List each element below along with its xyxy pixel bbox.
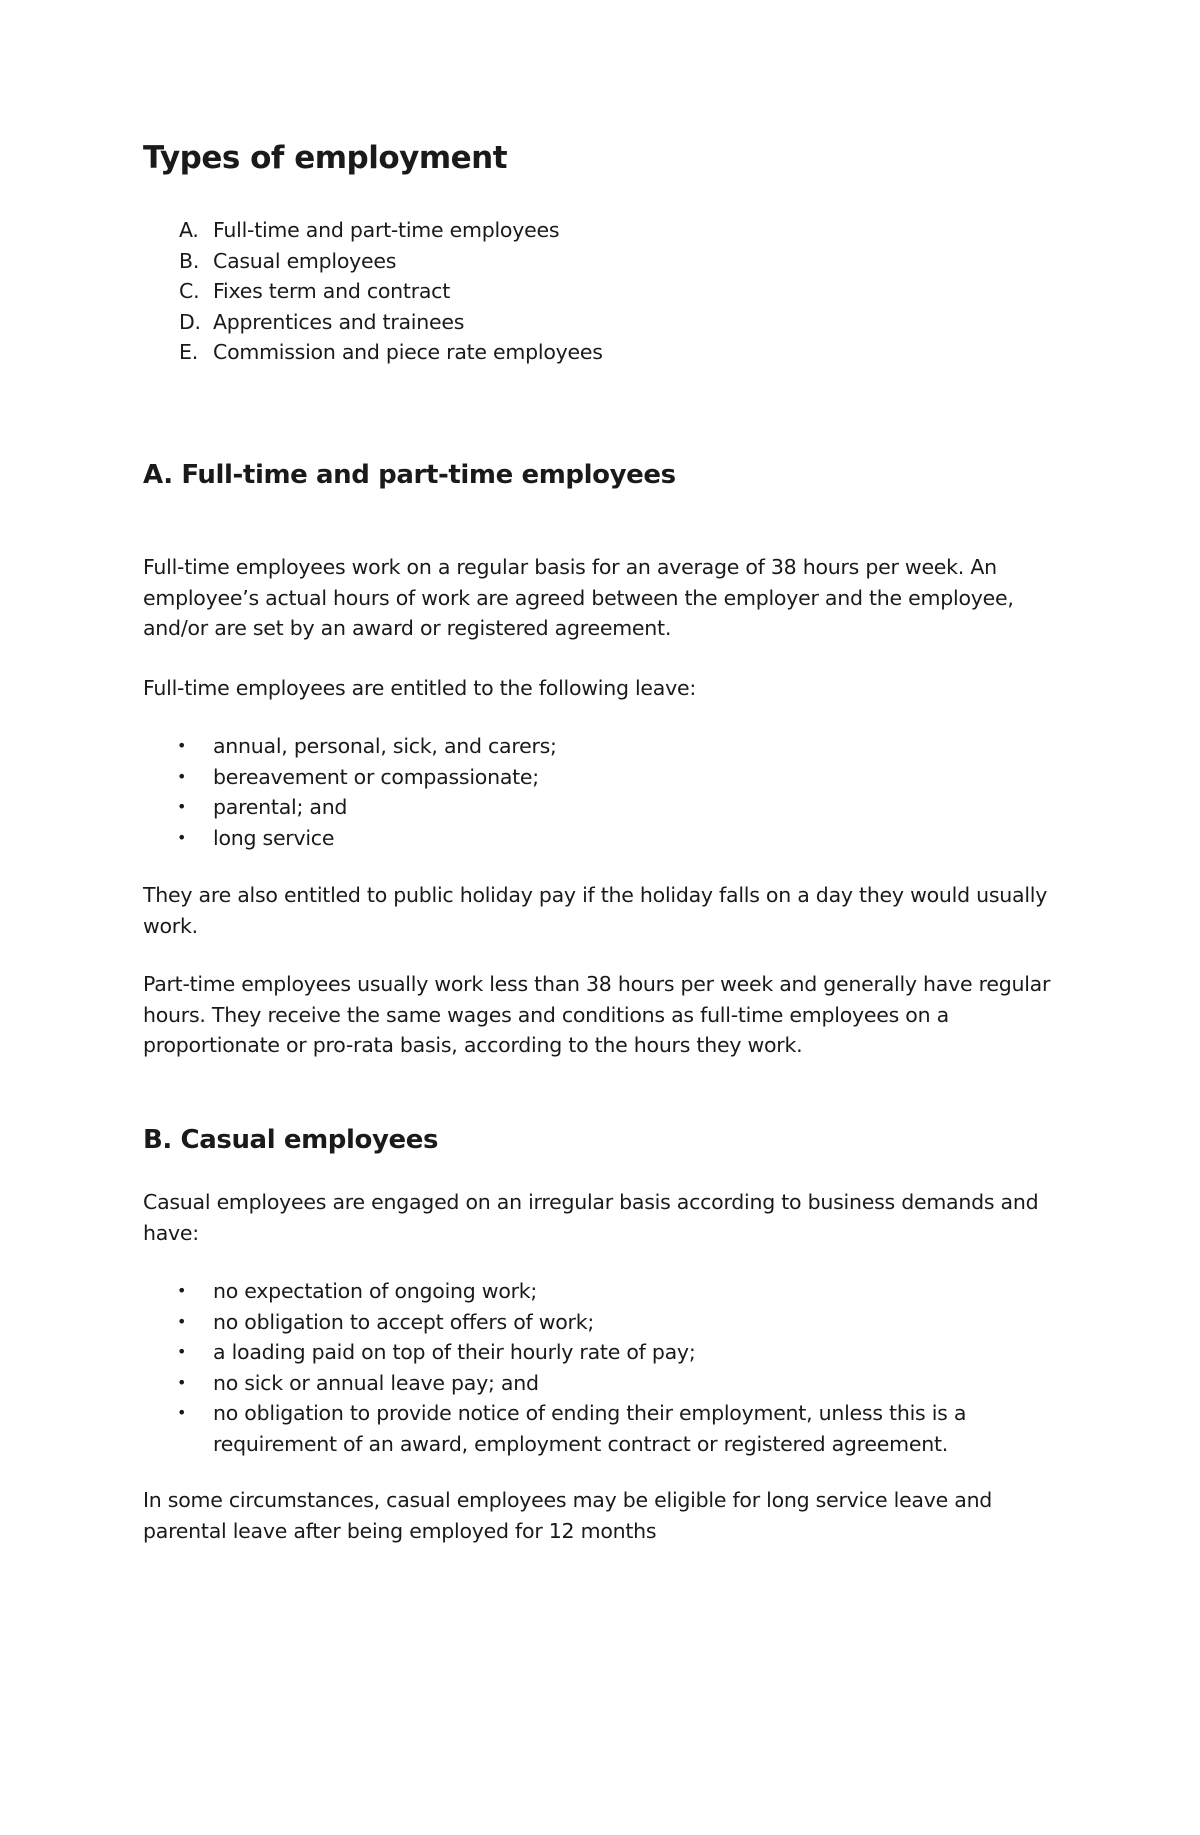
list-item-text: no obligation to accept offers of work; xyxy=(213,1309,594,1334)
section-a-leave-list xyxy=(143,731,1073,853)
toc-label: Fixes term and contract xyxy=(213,279,450,304)
document-title: Types of employment xyxy=(143,140,508,176)
list-item xyxy=(143,1307,1073,1338)
bullet-icon: • xyxy=(177,766,187,786)
bullet-icon: • xyxy=(177,1403,187,1423)
toc-item xyxy=(143,246,1073,277)
toc-label: Commission and piece rate employees xyxy=(213,340,603,365)
list-item-text: no expectation of ongoing work; xyxy=(213,1279,538,1303)
toc-label: Apprentices and trainees xyxy=(213,309,465,334)
toc-item xyxy=(143,276,1073,307)
list-item xyxy=(143,823,1073,854)
bullet-icon: • xyxy=(177,736,187,755)
list-item-text: no obligation to provide notice of ending their employment, unless this is a requirement of an award, employment contract or registered agreement. xyxy=(213,1401,967,1456)
section-a-paragraph-2: Full-time employees are entitled to the following leave: xyxy=(143,676,697,700)
list-item-text: annual, personal, sick, and carers; xyxy=(213,734,557,758)
list-item xyxy=(143,731,1073,762)
section-a-paragraph-1: Full-time employees work on a regular basis for an average of 38 hours per week. An employee’s actual hours of work are agreed between the employer and the employee, and/or are set by an award or registered agreement. xyxy=(143,555,1014,641)
list-item xyxy=(143,1398,1073,1459)
section-a-paragraph-3: They are also entitled to public holiday pay if the holiday falls on a day they would usually work. xyxy=(143,883,1048,938)
section-a-paragraph-4: Part-time employees usually work less than 38 hours per week and generally have regular hours. They receive the same wages and conditions as full-time employees on a proportionate or pro-rata basis, according to the hours they work. xyxy=(143,972,1051,1058)
toc-list xyxy=(143,215,1073,368)
list-item-text: long service xyxy=(213,825,335,850)
bullet-icon: • xyxy=(177,797,187,817)
toc-letter: B. xyxy=(179,248,200,273)
list-item-text: bereavement or compassionate; xyxy=(213,764,539,789)
section-b-casual-list xyxy=(143,1276,1073,1460)
toc-item xyxy=(143,215,1073,246)
toc-letter: E. xyxy=(179,340,198,365)
list-item-text: parental; and xyxy=(213,795,348,820)
bullet-icon: • xyxy=(177,1342,187,1362)
list-item xyxy=(143,1368,1073,1399)
bullet-icon: • xyxy=(177,1281,187,1300)
bullet-icon: • xyxy=(177,827,187,847)
section-b-heading: B. Casual employees xyxy=(143,1125,439,1155)
bullet-icon: • xyxy=(177,1372,187,1392)
list-item-text: a loading paid on top of their hourly rate of pay; xyxy=(213,1340,696,1365)
toc-letter: D. xyxy=(179,309,201,334)
list-item xyxy=(143,792,1073,823)
toc-letter: A. xyxy=(179,218,199,242)
section-a-heading: A. Full-time and part-time employees xyxy=(143,460,676,490)
section-b-paragraph-2: In some circumstances, casual employees may be eligible for long service leave and parental leave after being employed for 12 months xyxy=(143,1488,993,1543)
list-item xyxy=(143,1337,1073,1368)
section-b-paragraph-1: Casual employees are engaged on an irregular basis according to business demands and have: xyxy=(143,1190,1039,1245)
list-item xyxy=(143,762,1073,793)
bullet-icon: • xyxy=(177,1311,187,1331)
toc-item xyxy=(143,307,1073,338)
toc-item xyxy=(143,337,1073,368)
list-item xyxy=(143,1276,1073,1307)
list-item-text: no sick or annual leave pay; and xyxy=(213,1370,539,1395)
toc-label: Casual employees xyxy=(213,248,397,273)
toc-letter: C. xyxy=(179,279,200,304)
toc-label: Full-time and part-time employees xyxy=(213,218,560,242)
